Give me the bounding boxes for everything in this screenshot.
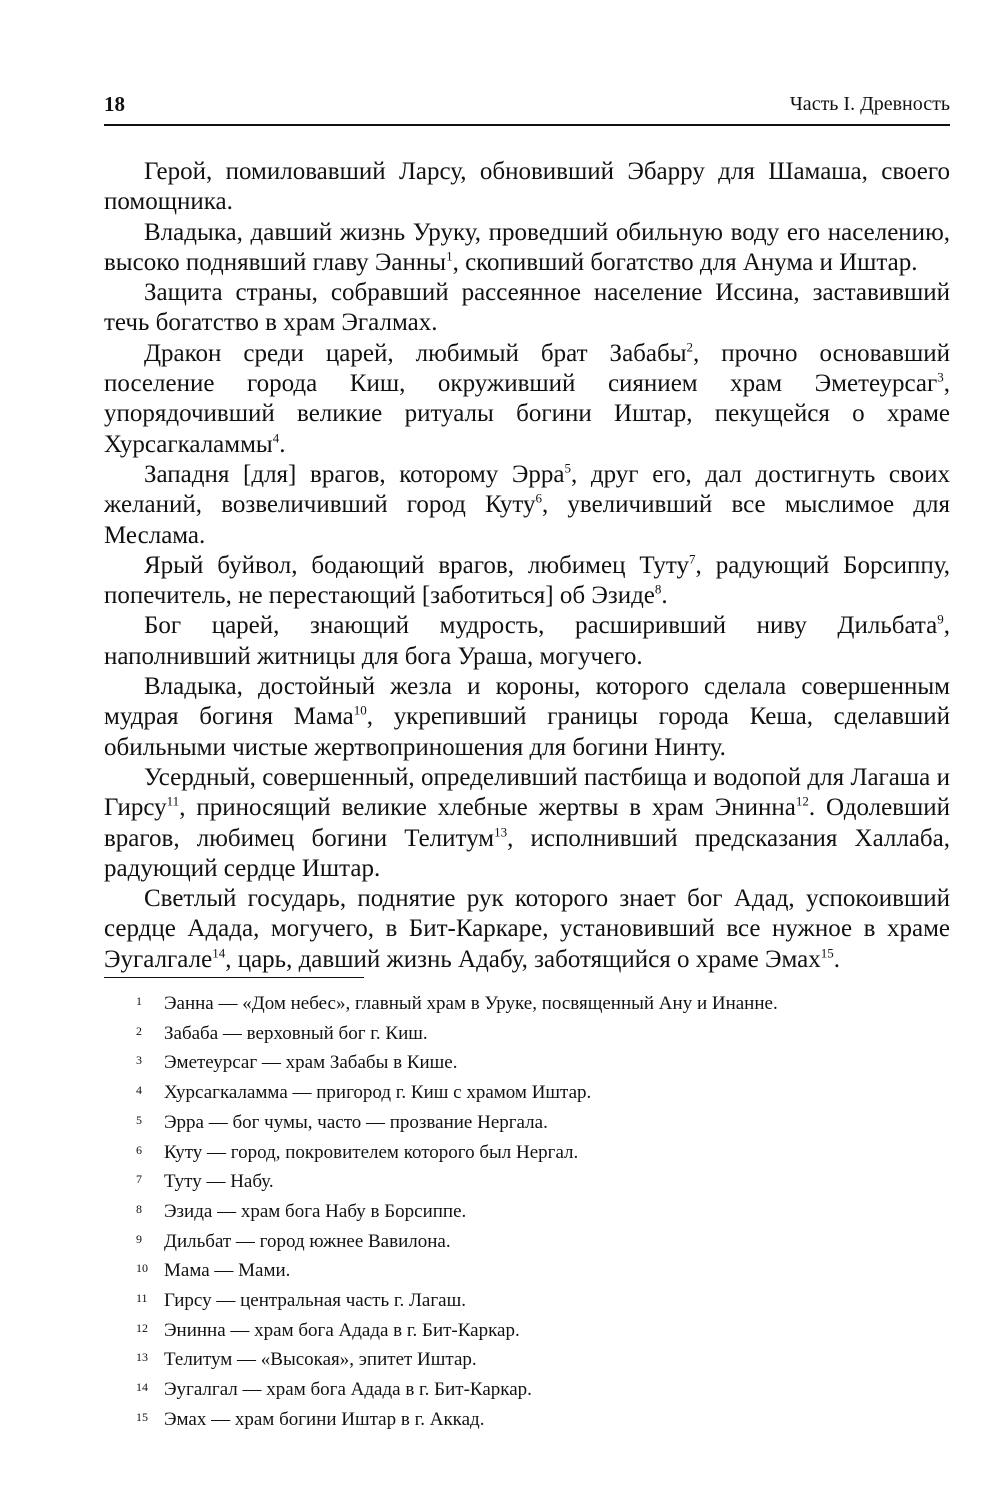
footnote-item [104,1078,950,1108]
footnote-ref: 9 [937,612,944,628]
footnote-item [104,1048,950,1078]
footnote-text: Эмах — храм богини Иштар в г. Аккад. [164,1408,485,1430]
footnote-ref: 1 [446,248,453,264]
footnote-number: 12 [136,1320,148,1335]
text-run: Ярый буйвол, бодающий врагов, любимец Туту [144,551,690,579]
footnote-item [104,1405,950,1435]
text-run: . [279,430,286,458]
paragraph [104,218,950,279]
footnote-ref: 5 [564,460,572,476]
text-run: Усердный, совершенный, определивший пастбища и водопой для Лагаша и Гирсу [104,763,950,822]
footnote-item [104,1108,950,1138]
footnote-number: 13 [136,1350,148,1365]
footnote-text: Телитум — «Высокая», эпитет Иштар. [164,1349,477,1371]
footnote-divider [104,977,364,978]
paragraph [104,672,950,763]
footnote-number: 11 [136,1291,148,1306]
footnote-number: 9 [136,1231,142,1246]
text-run: , исполнивший предсказания Халлаба, радующий сердце Иштар. [104,824,950,882]
footnote-text: Забаба — верховный бог г. Киш. [164,1022,428,1044]
main-text [104,157,950,975]
footnote-text: Эзида — храм бога Набу в Борсиппе. [164,1200,467,1222]
text-run: Защита страны, собравший рассеянное население Иссина, заставивший течь богатство в храм Эгалмах. [104,279,950,337]
footnote-item [104,1019,950,1049]
footnote-text: Куту — город, покровителем которого был Нергал. [164,1141,579,1163]
footnote-number: 4 [136,1083,142,1098]
footnote-text: Эрра — бог чумы, часто — прозвание Нергала. [164,1111,548,1133]
running-head: Часть I. Древность [789,93,950,115]
text-run: Герой, помиловавший Ларсу, обновивший Эбарру для Шамаша, своего помощника. [104,158,950,216]
text-run: . [661,582,668,610]
footnote-ref: 3 [937,369,944,385]
footnote-ref: 13 [494,824,508,840]
footnote-number: 3 [136,1053,142,1068]
footnote-text: Мама — Мами. [164,1260,291,1282]
footnote-item [104,1286,950,1316]
text-run: , скопивший богатство для Анума и Иштар. [452,248,918,276]
text-run: . [833,945,840,973]
footnote-ref: 4 [272,430,280,446]
footnote-ref: 12 [795,793,809,809]
footnote-number: 8 [136,1201,142,1216]
text-run: , упорядочивший великие ритуалы богини Иштар, пекущейся о храме Хурсагкаламмы [104,370,950,458]
paragraph [104,460,950,551]
footnote-item [104,1256,950,1286]
footnote-ref: 11 [166,793,180,809]
paragraph [104,551,950,612]
text-run: Светлый государь, поднятие рук которого знает бог Адад, успокоивший сердце Адада, могучего, в Бит-Каркаре, установивший все нужное в храме Эугалгале [104,885,950,973]
footnote-number: 14 [136,1380,148,1395]
footnote-item [104,1227,950,1257]
footnote-item [104,1197,950,1227]
text-run: Дракон среди царей, любимый брат Забабы [144,339,687,367]
paragraph [104,611,950,672]
footnote-number: 1 [136,994,142,1008]
text-run: Владыка, достойный жезла и короны, которого сделала совершенным мудрая богиня Мама [104,673,950,731]
footnote-item [104,989,950,1019]
footnote-item [104,1316,950,1346]
footnote-text: Туту — Набу. [164,1171,274,1193]
text-run: , увеличивший все мыслимое для Меслама. [104,491,951,549]
footnote-text: Эметеурсаг — храм Забабы в Кише. [164,1052,458,1074]
text-run: , прочно основавший поселение города Киш, окруживший сиянием храм Эметеурсаг [104,339,950,398]
page-header [104,92,950,126]
footnote-number: 10 [136,1261,148,1276]
footnote-text: Эанна — «Дом небес», главный храм в Уруке, посвященный Ану и Инанне. [164,993,778,1014]
text-run: . Одолевший врагов, любимец богини Телитум [104,794,950,852]
footnote-item [104,1167,950,1197]
paragraph [104,278,950,339]
text-run: , укрепивший границы города Кеша, сделавший обильными чистые жертвоприношения для богини Нинту. [104,703,950,761]
footnote-text: Гирсу — центральная часть г. Лагаш. [164,1290,466,1312]
footnote-ref: 8 [654,581,662,597]
footnote-ref: 15 [820,945,834,961]
footnote-item [104,1375,950,1405]
footnote-number: 2 [136,1023,142,1038]
footnote-text: Хурсагкаламма — пригород г. Киш с храмом Иштар. [164,1082,592,1104]
footnote-ref: 7 [689,551,696,567]
footnote-item [104,1138,950,1168]
footnote-ref: 2 [686,339,694,355]
paragraph [104,884,950,975]
footnote-number: 5 [136,1112,142,1127]
footnote-text: Дильбат — город южнее Вавилона. [164,1230,451,1252]
footnote-text: Эугалгал — храм бога Адада в г. Бит-Каркар. [164,1379,532,1401]
text-run: , наполнивший житницы для бога Ураша, могучего. [104,612,950,670]
footnote-item [104,1345,950,1375]
text-run: , царь, давший жизнь Адабу, заботящийся о храме Эмах [225,945,821,973]
text-run: Западня [для] врагов, которому Эрра [144,460,565,488]
paragraph [104,763,950,884]
text-run: , приносящий великие хлебные жертвы в храм Энинна [179,794,796,822]
footnotes-list [104,989,950,1435]
page-number: 18 [104,92,125,116]
footnote-number: 15 [136,1409,148,1424]
text-run: Владыка, давший жизнь Уруку, проведший обильную воду его населению, высоко поднявший главу Эанны [104,218,950,276]
paragraph [104,157,950,218]
footnote-ref: 6 [535,490,542,506]
paragraph [104,339,950,460]
text-run: , радующий Борсиппу, попечитель, не перестающий [заботиться] об Эзиде [104,551,950,610]
footnote-number: 7 [136,1172,142,1187]
footnote-number: 6 [136,1142,142,1157]
footnote-text: Энинна — храм бога Адада в г. Бит-Каркар. [164,1319,520,1341]
footnote-ref: 14 [212,945,226,961]
footnote-ref: 10 [353,703,367,719]
text-run: Бог царей, знающий мудрость, расширивший ниву Дильбата [144,612,938,640]
text-run: , друг его, дал достигнуть своих желаний, возвеличивший город Куту [104,460,950,519]
